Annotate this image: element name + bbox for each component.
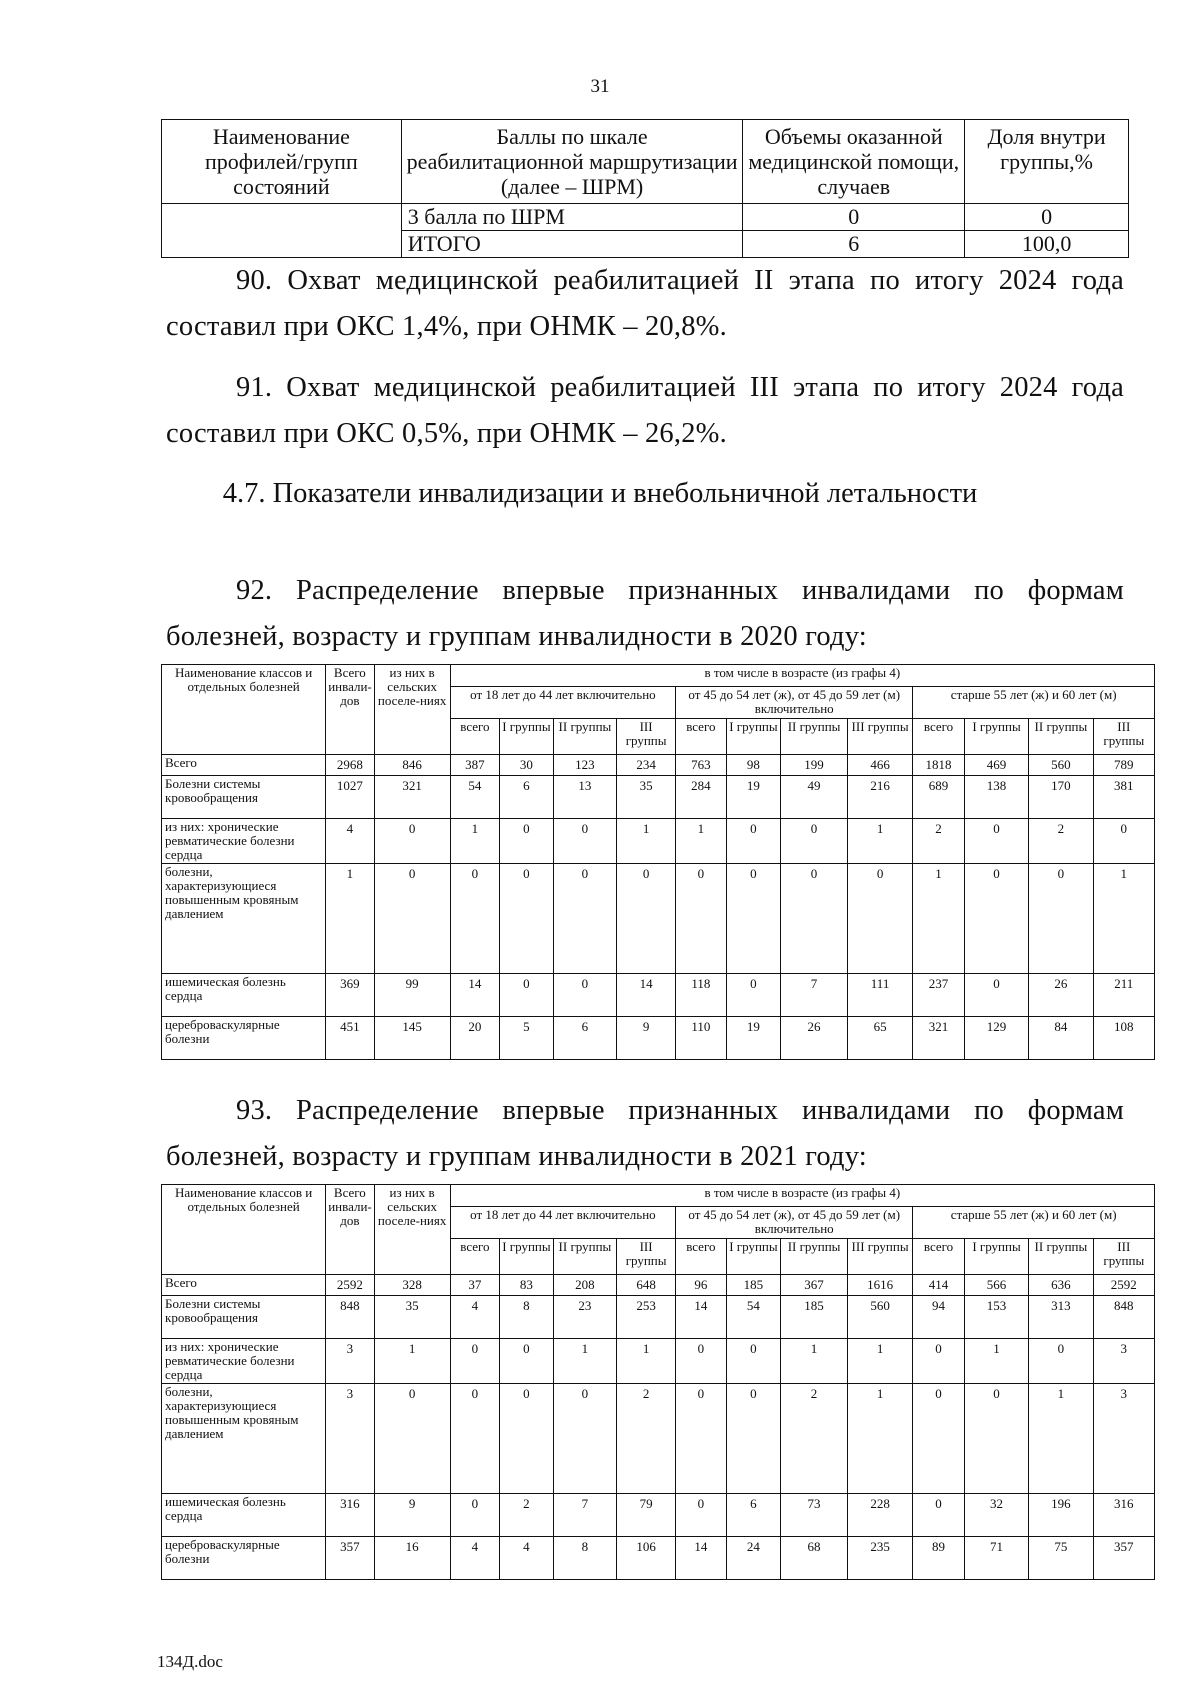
table-cell: 16 xyxy=(374,1537,450,1580)
table-cell: 89 xyxy=(913,1537,965,1580)
table-row xyxy=(162,864,1155,974)
header-subgroup: I группы xyxy=(964,1239,1028,1275)
table-cell: 1027 xyxy=(326,776,374,819)
table-cell: 0 xyxy=(676,864,726,974)
table-cell: 14 xyxy=(676,1537,726,1580)
table-cell: 0 xyxy=(781,864,848,974)
table-cell: 1 xyxy=(847,1339,912,1384)
table-cell: 3 xyxy=(326,1384,374,1494)
table-cell: 13 xyxy=(553,776,616,819)
paragraph-92 xyxy=(166,568,1124,660)
row-label: из них: хронические ревматические болезни сердца xyxy=(162,819,326,864)
header-rural: из них в сельских поселе-ниях xyxy=(374,1185,450,1275)
table-cell: 145 xyxy=(374,1017,450,1060)
table-cell: 321 xyxy=(374,776,450,819)
header-shrm: Баллы по шкале реабилитационной маршрутизации (далее – ШРМ) xyxy=(401,120,743,204)
table-cell: 216 xyxy=(847,776,912,819)
paragraph-90 xyxy=(166,258,1124,350)
shrm-cell: ИТОГО xyxy=(401,231,743,258)
rehab-volume-table xyxy=(161,119,1129,258)
table-row xyxy=(162,1537,1155,1580)
file-name: 134Д.doc xyxy=(157,1652,223,1671)
header-subgroup: II группы xyxy=(781,719,848,755)
header-disease-name: Наименование классов и отдельных болезней xyxy=(162,1185,326,1275)
table-cell: 75 xyxy=(1029,1537,1093,1580)
header-rural: из них в сельских поселе-ниях xyxy=(374,665,450,755)
header-subgroup: III группы xyxy=(847,1239,912,1275)
table-cell: 2 xyxy=(1029,819,1093,864)
table-cell: 763 xyxy=(676,755,726,776)
table-row xyxy=(162,204,1129,231)
table-cell: 0 xyxy=(374,864,450,974)
table-cell: 49 xyxy=(781,776,848,819)
table-cell: 316 xyxy=(326,1494,374,1537)
disability-table-2021 xyxy=(161,1184,1155,1580)
table-cell: 1 xyxy=(964,1339,1028,1384)
table-cell: 1 xyxy=(553,1339,616,1384)
table-cell: 848 xyxy=(326,1296,374,1339)
table-cell: 6 xyxy=(500,776,554,819)
table-cell: 199 xyxy=(781,755,848,776)
table-cell: 560 xyxy=(1029,755,1093,776)
row-label: Болезни системы кровообращения xyxy=(162,776,326,819)
row-label: болезни, характеризующиеся повышенным кровяным давлением xyxy=(162,864,326,974)
row-label: цереброваскулярные болезни xyxy=(162,1017,326,1060)
row-label: цереброваскулярные болезни xyxy=(162,1537,326,1580)
paragraph-90-text: 90. Охват медицинской реабилитацией II этапа по итогу 2024 года составил при ОКС 1,4%, при ОНМК – 20,8%. xyxy=(166,265,1124,342)
table-cell: 1 xyxy=(913,864,965,974)
table-cell: 0 xyxy=(500,1384,554,1494)
header-subgroup: III группы xyxy=(1093,719,1154,755)
table-cell: 846 xyxy=(374,755,450,776)
table-cell: 414 xyxy=(913,1275,965,1296)
table-cell: 636 xyxy=(1029,1275,1093,1296)
table-cell: 328 xyxy=(374,1275,450,1296)
table-cell: 196 xyxy=(1029,1494,1093,1537)
profile-cell xyxy=(162,204,402,258)
table-cell: 4 xyxy=(450,1537,499,1580)
table-cell: 79 xyxy=(617,1494,676,1537)
table-cell: 451 xyxy=(326,1017,374,1060)
table-row xyxy=(162,1494,1155,1537)
table-cell: 466 xyxy=(847,755,912,776)
row-label: Всего xyxy=(162,1275,326,1296)
header-subgroup: всего xyxy=(450,1239,499,1275)
header-age-group-1: от 18 лет до 44 лет включительно xyxy=(450,1207,675,1239)
table-cell: 35 xyxy=(374,1296,450,1339)
table-cell: 1 xyxy=(1029,1384,1093,1494)
header-subgroup: I группы xyxy=(500,719,554,755)
row-label: ишемическая болезнь сердца xyxy=(162,1494,326,1537)
table-cell: 237 xyxy=(913,974,965,1017)
table-cell: 0 xyxy=(913,1339,965,1384)
table-cell: 1 xyxy=(676,819,726,864)
table-row xyxy=(162,1339,1155,1384)
table-cell: 68 xyxy=(781,1537,848,1580)
table-cell: 30 xyxy=(500,755,554,776)
table-cell: 35 xyxy=(617,776,676,819)
table-cell: 9 xyxy=(617,1017,676,1060)
table-cell: 1 xyxy=(847,819,912,864)
table-cell: 4 xyxy=(500,1537,554,1580)
header-subgroup: III группы xyxy=(617,719,676,755)
table-cell: 138 xyxy=(964,776,1028,819)
paragraph-93 xyxy=(166,1088,1124,1180)
table-cell: 387 xyxy=(450,755,499,776)
table-cell: 96 xyxy=(676,1275,726,1296)
table-cell: 313 xyxy=(1029,1296,1093,1339)
table-cell: 129 xyxy=(964,1017,1028,1060)
header-subgroup: I группы xyxy=(964,719,1028,755)
table-cell: 316 xyxy=(1093,1494,1154,1537)
table-header-row xyxy=(162,120,1129,204)
table-cell: 1 xyxy=(1093,864,1154,974)
header-subgroup: всего xyxy=(676,1239,726,1275)
table-cell: 26 xyxy=(1029,974,1093,1017)
table-cell: 106 xyxy=(617,1537,676,1580)
table-cell: 689 xyxy=(913,776,965,819)
table-cell: 0 xyxy=(450,1384,499,1494)
table-cell: 118 xyxy=(676,974,726,1017)
table-cell: 0 xyxy=(676,1339,726,1384)
table-cell: 2 xyxy=(617,1384,676,1494)
table-cell: 1 xyxy=(450,819,499,864)
table-cell: 99 xyxy=(374,974,450,1017)
table-cell: 0 xyxy=(450,1339,499,1384)
header-profile: Наименование профилей/групп состояний xyxy=(162,120,402,204)
table-cell: 153 xyxy=(964,1296,1028,1339)
header-age-group-2: от 45 до 54 лет (ж), от 45 до 59 лет (м) включительно xyxy=(676,1207,913,1239)
header-subgroup: II группы xyxy=(1029,719,1093,755)
header-subgroup: всего xyxy=(913,719,965,755)
table-cell: 111 xyxy=(847,974,912,1017)
shrm-cell: 3 балла по ШРМ xyxy=(401,204,743,231)
table-cell: 14 xyxy=(617,974,676,1017)
table-cell: 185 xyxy=(726,1275,781,1296)
header-subgroup: II группы xyxy=(781,1239,848,1275)
share-cell: 0 xyxy=(965,204,1129,231)
table-cell: 0 xyxy=(500,864,554,974)
header-share: Доля внутри группы,% xyxy=(965,120,1129,204)
table-cell: 0 xyxy=(1093,819,1154,864)
table-cell: 789 xyxy=(1093,755,1154,776)
table-cell: 0 xyxy=(676,1384,726,1494)
table-cell: 648 xyxy=(617,1275,676,1296)
table-cell: 0 xyxy=(847,864,912,974)
table-cell: 4 xyxy=(450,1296,499,1339)
table-cell: 1 xyxy=(781,1339,848,1384)
row-label: болезни, характеризующиеся повышенным кровяным давлением xyxy=(162,1384,326,1494)
row-label: Всего xyxy=(162,755,326,776)
table-row xyxy=(162,755,1155,776)
table-cell: 0 xyxy=(964,974,1028,1017)
table-cell: 6 xyxy=(553,1017,616,1060)
table-cell: 185 xyxy=(781,1296,848,1339)
table-cell: 0 xyxy=(1029,864,1093,974)
paragraph-93-text: 93. Распределение впервые признанных инвалидами по формам болезней, возрасту и группам инвалидности в 2021 году: xyxy=(166,1095,1124,1172)
header-age-group-1: от 18 лет до 44 лет включительно xyxy=(450,687,675,719)
header-row xyxy=(162,1185,1155,1207)
table-cell: 357 xyxy=(326,1537,374,1580)
table-cell: 71 xyxy=(964,1537,1028,1580)
paragraph-92-text: 92. Распределение впервые признанных инвалидами по формам болезней, возрасту и группам инвалидности в 2020 году: xyxy=(166,575,1124,652)
table-cell: 1616 xyxy=(847,1275,912,1296)
header-subgroup: III группы xyxy=(617,1239,676,1275)
table-cell: 369 xyxy=(326,974,374,1017)
table-cell: 0 xyxy=(781,819,848,864)
table-cell: 235 xyxy=(847,1537,912,1580)
table-cell: 123 xyxy=(553,755,616,776)
table-cell: 0 xyxy=(676,1494,726,1537)
table-row xyxy=(162,776,1155,819)
header-subgroup: II группы xyxy=(553,719,616,755)
table-cell: 84 xyxy=(1029,1017,1093,1060)
table-cell: 23 xyxy=(553,1296,616,1339)
table-cell: 0 xyxy=(913,1494,965,1537)
table-cell: 0 xyxy=(726,1384,781,1494)
table-cell: 357 xyxy=(1093,1537,1154,1580)
section-heading: 4.7. Показатели инвалидизации и внебольничной летальности xyxy=(222,478,978,509)
table-cell: 98 xyxy=(726,755,781,776)
table-cell: 848 xyxy=(1093,1296,1154,1339)
table-cell: 0 xyxy=(726,974,781,1017)
table-cell: 110 xyxy=(676,1017,726,1060)
table-cell: 2 xyxy=(781,1384,848,1494)
row-label: из них: хронические ревматические болезни сердца xyxy=(162,1339,326,1384)
header-volume: Объемы оказанной медицинской помощи, случаев xyxy=(743,120,965,204)
table-cell: 83 xyxy=(500,1275,554,1296)
header-subgroup: I группы xyxy=(726,719,781,755)
table-cell: 19 xyxy=(726,776,781,819)
table-cell: 14 xyxy=(450,974,499,1017)
table-cell: 1 xyxy=(326,864,374,974)
table-cell: 284 xyxy=(676,776,726,819)
table-cell: 0 xyxy=(617,864,676,974)
table-cell: 24 xyxy=(726,1537,781,1580)
table-cell: 2968 xyxy=(326,755,374,776)
table-cell: 0 xyxy=(726,864,781,974)
header-age-caption: в том числе в возрасте (из графы 4) xyxy=(450,1185,1154,1207)
table-row xyxy=(162,1384,1155,1494)
table-row xyxy=(162,1296,1155,1339)
row-label: Болезни системы кровообращения xyxy=(162,1296,326,1339)
table-cell: 1818 xyxy=(913,755,965,776)
row-label: ишемическая болезнь сердца xyxy=(162,974,326,1017)
table-cell: 37 xyxy=(450,1275,499,1296)
disability-table-2020 xyxy=(161,664,1155,1060)
table-cell: 0 xyxy=(500,1339,554,1384)
table-cell: 0 xyxy=(374,1384,450,1494)
page-number: 31 xyxy=(590,76,610,97)
table-cell: 381 xyxy=(1093,776,1154,819)
header-subgroup: I группы xyxy=(726,1239,781,1275)
header-subgroup: III группы xyxy=(847,719,912,755)
table-cell: 1 xyxy=(617,1339,676,1384)
table-cell: 94 xyxy=(913,1296,965,1339)
table-cell: 2592 xyxy=(1093,1275,1154,1296)
table-row xyxy=(162,974,1155,1017)
table-cell: 108 xyxy=(1093,1017,1154,1060)
table-cell: 7 xyxy=(781,974,848,1017)
table-cell: 0 xyxy=(964,819,1028,864)
table-cell: 14 xyxy=(676,1296,726,1339)
table-cell: 2592 xyxy=(326,1275,374,1296)
paragraph-91-text: 91. Охват медицинской реабилитацией III этапа по итогу 2024 года составил при ОКС 0,5%, при ОНМК – 26,2%. xyxy=(166,372,1124,449)
table-row xyxy=(162,819,1155,864)
table-cell: 560 xyxy=(847,1296,912,1339)
table-cell: 367 xyxy=(781,1275,848,1296)
table-cell: 9 xyxy=(374,1494,450,1537)
volume-cell: 6 xyxy=(743,231,965,258)
table-cell: 32 xyxy=(964,1494,1028,1537)
table-cell: 0 xyxy=(913,1384,965,1494)
header-age-group-2: от 45 до 54 лет (ж), от 45 до 59 лет (м) включительно xyxy=(676,687,913,719)
share-cell: 100,0 xyxy=(965,231,1129,258)
table-cell: 73 xyxy=(781,1494,848,1537)
table-cell: 1 xyxy=(617,819,676,864)
table-cell: 0 xyxy=(964,1384,1028,1494)
table-cell: 208 xyxy=(553,1275,616,1296)
header-total-disabled: Всего инвали-дов xyxy=(326,1185,374,1275)
table-cell: 3 xyxy=(1093,1384,1154,1494)
table-cell: 228 xyxy=(847,1494,912,1537)
table-cell: 0 xyxy=(1029,1339,1093,1384)
table-cell: 566 xyxy=(964,1275,1028,1296)
header-age-caption: в том числе в возрасте (из графы 4) xyxy=(450,665,1154,687)
paragraph-91 xyxy=(166,365,1124,457)
table-cell: 234 xyxy=(617,755,676,776)
table-cell: 54 xyxy=(726,1296,781,1339)
table-cell: 8 xyxy=(500,1296,554,1339)
table-cell: 469 xyxy=(964,755,1028,776)
table-cell: 8 xyxy=(553,1537,616,1580)
table-cell: 321 xyxy=(913,1017,965,1060)
table-cell: 2 xyxy=(500,1494,554,1537)
header-row xyxy=(162,665,1155,687)
table-cell: 0 xyxy=(726,819,781,864)
header-subgroup: всего xyxy=(913,1239,965,1275)
table-cell: 0 xyxy=(450,864,499,974)
table-cell: 26 xyxy=(781,1017,848,1060)
table-cell: 4 xyxy=(326,819,374,864)
header-subgroup: всего xyxy=(676,719,726,755)
table-cell: 0 xyxy=(500,819,554,864)
header-subgroup: II группы xyxy=(1029,1239,1093,1275)
header-subgroup: всего xyxy=(450,719,499,755)
table-cell: 3 xyxy=(1093,1339,1154,1384)
table-cell: 211 xyxy=(1093,974,1154,1017)
table-cell: 20 xyxy=(450,1017,499,1060)
table-row xyxy=(162,1017,1155,1060)
table-cell: 0 xyxy=(726,1339,781,1384)
table-cell: 0 xyxy=(553,864,616,974)
table-cell: 7 xyxy=(553,1494,616,1537)
header-total-disabled: Всего инвали-дов xyxy=(326,665,374,755)
table-cell: 1 xyxy=(847,1384,912,1494)
header-subgroup: III группы xyxy=(1093,1239,1154,1275)
table-cell: 0 xyxy=(553,1384,616,1494)
table-cell: 19 xyxy=(726,1017,781,1060)
table-cell: 0 xyxy=(553,974,616,1017)
table-cell: 1 xyxy=(374,1339,450,1384)
table-cell: 5 xyxy=(500,1017,554,1060)
table-cell: 0 xyxy=(553,819,616,864)
header-age-group-3: старше 55 лет (ж) и 60 лет (м) xyxy=(913,1207,1155,1239)
volume-cell: 0 xyxy=(743,204,965,231)
header-age-group-3: старше 55 лет (ж) и 60 лет (м) xyxy=(913,687,1155,719)
table-cell: 0 xyxy=(450,1494,499,1537)
table-cell: 253 xyxy=(617,1296,676,1339)
table-cell: 0 xyxy=(964,864,1028,974)
table-cell: 54 xyxy=(450,776,499,819)
table-cell: 65 xyxy=(847,1017,912,1060)
table-row xyxy=(162,1275,1155,1296)
table-cell: 170 xyxy=(1029,776,1093,819)
table-cell: 2 xyxy=(913,819,965,864)
table-cell: 0 xyxy=(500,974,554,1017)
table-cell: 0 xyxy=(374,819,450,864)
table-cell: 6 xyxy=(726,1494,781,1537)
table-cell: 3 xyxy=(326,1339,374,1384)
header-subgroup: II группы xyxy=(553,1239,616,1275)
header-disease-name: Наименование классов и отдельных болезней xyxy=(162,665,326,755)
header-subgroup: I группы xyxy=(500,1239,554,1275)
